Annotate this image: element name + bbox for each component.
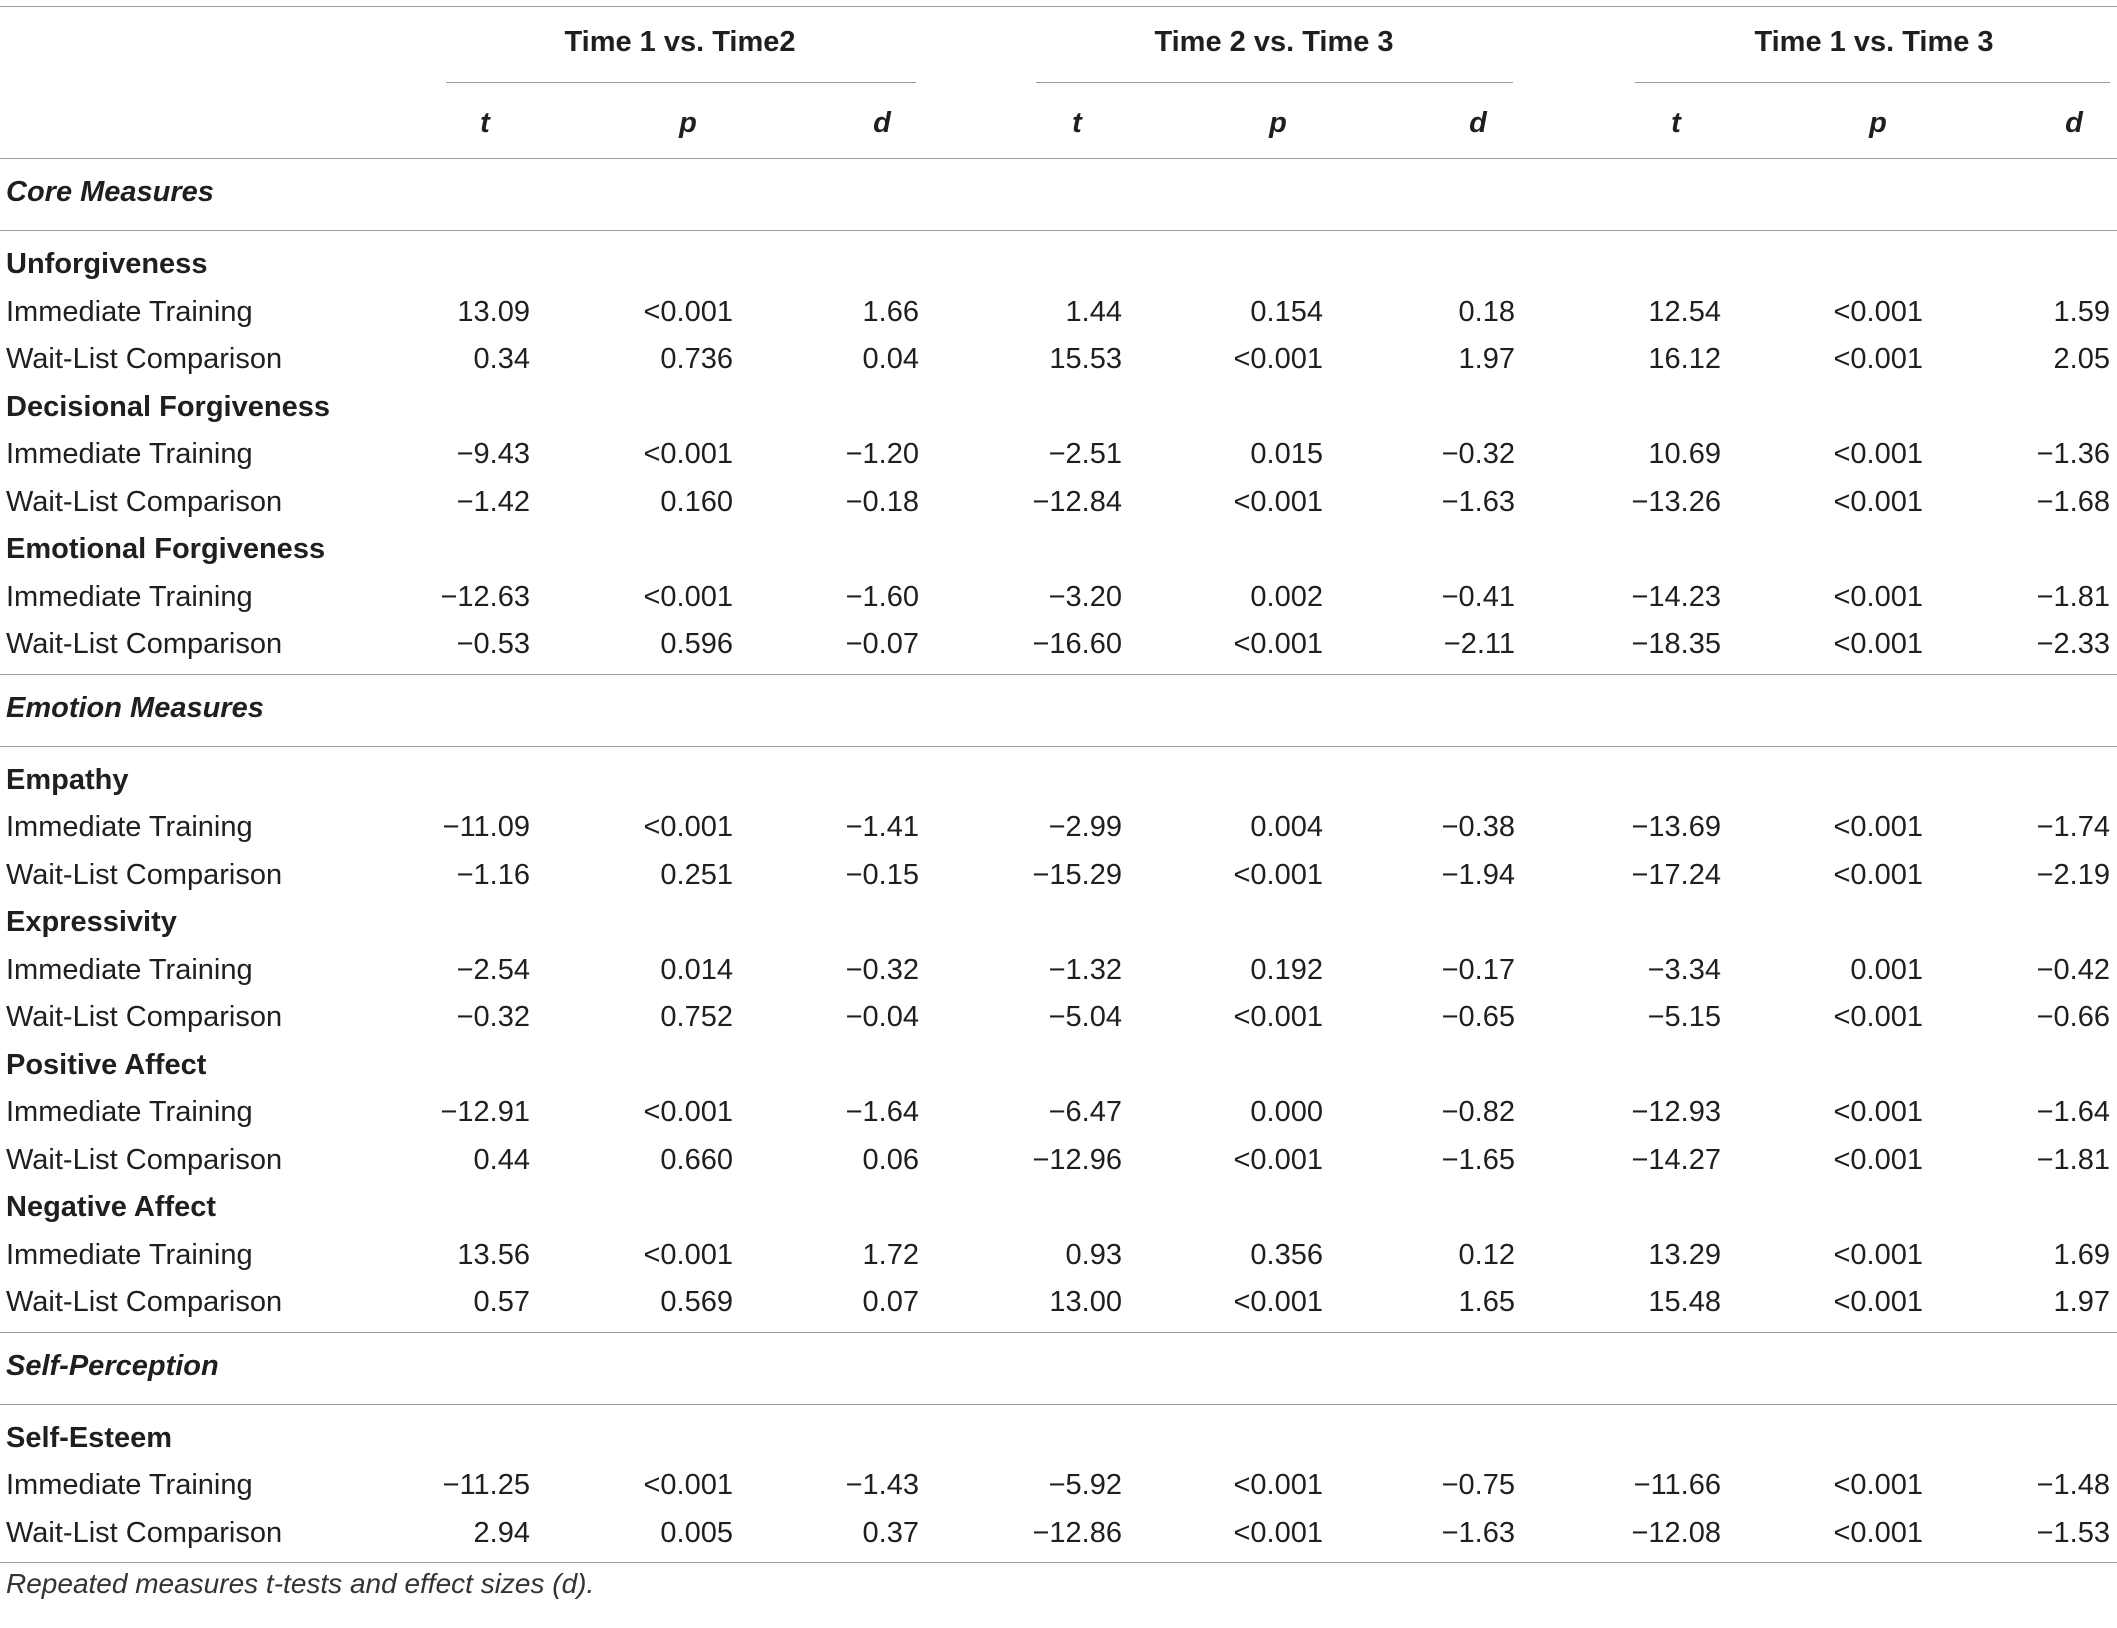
table-cell: −2.33 bbox=[2036, 628, 2110, 660]
table-cell: −0.66 bbox=[2036, 1001, 2110, 1033]
table-cell: 0.06 bbox=[862, 1143, 919, 1176]
table-cell: 0.736 bbox=[660, 343, 733, 375]
measure-name: Emotional Forgiveness bbox=[6, 533, 326, 565]
table-cell: −1.60 bbox=[845, 580, 919, 613]
table-cell: −0.04 bbox=[845, 1001, 919, 1033]
stat-header-d: d bbox=[1469, 107, 1487, 139]
row-label: Immediate Training bbox=[6, 953, 253, 986]
table-cell: <0.001 bbox=[1233, 1516, 1323, 1549]
table-cell: 15.53 bbox=[1049, 343, 1122, 375]
table-cell: −0.75 bbox=[1441, 1469, 1515, 1501]
table-cell: 0.569 bbox=[660, 1286, 733, 1318]
table-cell: −16.60 bbox=[1032, 628, 1122, 660]
table-cell: −1.16 bbox=[456, 858, 530, 891]
table-cell: 0.04 bbox=[862, 343, 919, 375]
table-cell: −0.38 bbox=[1441, 811, 1515, 843]
table-cell: −1.81 bbox=[2036, 1143, 2110, 1176]
table-cell: −1.81 bbox=[2036, 580, 2110, 613]
table-cell: −0.32 bbox=[845, 953, 919, 986]
table-cell: −1.42 bbox=[456, 485, 530, 518]
table-cell: −1.63 bbox=[1441, 485, 1515, 518]
table-cell: −11.09 bbox=[442, 811, 530, 843]
stat-header-p: p bbox=[1269, 107, 1287, 139]
measure-name: Negative Affect bbox=[6, 1191, 217, 1223]
table-cell: <0.001 bbox=[643, 1238, 733, 1271]
table-cell: −12.96 bbox=[1032, 1143, 1122, 1176]
table-cell: −2.11 bbox=[1443, 628, 1515, 660]
stat-header-p: p bbox=[679, 107, 697, 139]
table-cell: −0.41 bbox=[1441, 580, 1515, 613]
table-cell: <0.001 bbox=[1833, 1516, 1923, 1549]
table-cell: −0.07 bbox=[845, 628, 919, 660]
section-end-rule bbox=[0, 1332, 2117, 1333]
section-rule bbox=[0, 230, 2117, 231]
table-cell: −1.68 bbox=[2036, 485, 2110, 518]
table-cell: −5.15 bbox=[1647, 1001, 1721, 1033]
measure-name: Decisional Forgiveness bbox=[6, 390, 330, 423]
row-label: Wait-List Comparison bbox=[6, 628, 283, 660]
table-cell: −1.48 bbox=[2036, 1469, 2110, 1501]
table-cell: −12.93 bbox=[1631, 1096, 1721, 1128]
section-end-rule bbox=[0, 674, 2117, 675]
table-cell: 10.69 bbox=[1648, 438, 1721, 470]
table-cell: 13.00 bbox=[1049, 1286, 1122, 1318]
table-cell: <0.001 bbox=[643, 295, 733, 328]
table-cell: −1.64 bbox=[2036, 1096, 2110, 1128]
table-cell: 0.014 bbox=[660, 953, 733, 986]
table-cell: <0.001 bbox=[1233, 1469, 1323, 1501]
table-cell: −2.19 bbox=[2036, 858, 2110, 891]
table-cell: <0.001 bbox=[643, 811, 733, 843]
section-title: Emotion Measures bbox=[6, 691, 264, 724]
table-cell: −1.74 bbox=[2036, 811, 2110, 843]
table-cell: −0.42 bbox=[2036, 953, 2110, 986]
table-cell: <0.001 bbox=[1833, 295, 1923, 328]
measure-name: Self-Esteem bbox=[6, 1421, 173, 1454]
table-cell: −1.43 bbox=[845, 1469, 919, 1501]
row-label: Immediate Training bbox=[6, 1469, 253, 1501]
table-cell: <0.001 bbox=[1833, 858, 1923, 891]
column-group-header: Time 2 vs. Time 3 bbox=[1154, 26, 1394, 58]
table-cell: <0.001 bbox=[1833, 485, 1923, 518]
measure-name: Positive Affect bbox=[6, 1048, 207, 1081]
table-cell: 0.001 bbox=[1850, 953, 1923, 986]
table-cell: −1.63 bbox=[1441, 1516, 1515, 1549]
row-label: Immediate Training bbox=[6, 811, 253, 843]
table-cell: −13.26 bbox=[1631, 485, 1721, 518]
section-end-rule bbox=[0, 1562, 2117, 1563]
table-cell: −12.63 bbox=[440, 580, 530, 613]
table-cell: −18.35 bbox=[1631, 628, 1721, 660]
table-cell: −15.29 bbox=[1032, 858, 1122, 891]
table-cell: −11.25 bbox=[442, 1469, 530, 1501]
section-title: Core Measures bbox=[6, 176, 214, 208]
row-label: Wait-List Comparison bbox=[6, 343, 283, 375]
row-label: Wait-List Comparison bbox=[6, 485, 283, 518]
table-cell: <0.001 bbox=[1233, 343, 1323, 375]
table-cell: −2.99 bbox=[1048, 811, 1122, 843]
table-cell: <0.001 bbox=[1833, 1001, 1923, 1033]
table-cell: 0.07 bbox=[862, 1286, 919, 1318]
table-cell: 0.596 bbox=[660, 628, 733, 660]
table-cell: −0.65 bbox=[1441, 1001, 1515, 1033]
table-cell: −9.43 bbox=[456, 438, 530, 470]
table-cell: −12.91 bbox=[440, 1096, 530, 1128]
table-cell: −1.36 bbox=[2036, 438, 2110, 470]
table-cell: 0.12 bbox=[1458, 1238, 1515, 1271]
table-cell: −12.86 bbox=[1032, 1516, 1122, 1549]
table-cell: <0.001 bbox=[643, 1469, 733, 1501]
table-cell: 0.34 bbox=[473, 343, 530, 375]
table-cell: <0.001 bbox=[1833, 1469, 1923, 1501]
top-rule bbox=[0, 6, 2117, 7]
table-cell: −1.65 bbox=[1441, 1143, 1515, 1176]
table-cell: 13.29 bbox=[1648, 1238, 1721, 1271]
table-cell: <0.001 bbox=[643, 438, 733, 470]
table-cell: <0.001 bbox=[1833, 811, 1923, 843]
table-cell: −1.94 bbox=[1441, 858, 1515, 891]
table-cell: −2.51 bbox=[1048, 438, 1122, 470]
table-cell: 0.015 bbox=[1250, 438, 1323, 470]
column-group-header: Time 1 vs. Time2 bbox=[564, 26, 796, 58]
table-cell: −1.41 bbox=[845, 811, 919, 843]
table-cell: 0.752 bbox=[660, 1001, 733, 1033]
table-cell: 1.69 bbox=[2053, 1238, 2110, 1271]
table-cell: −17.24 bbox=[1631, 858, 1721, 891]
table-cell: 0.57 bbox=[473, 1286, 530, 1318]
table-cell: −1.53 bbox=[2036, 1516, 2110, 1549]
section-title: Self-Perception bbox=[6, 1349, 219, 1382]
header-rule bbox=[0, 158, 2117, 159]
column-group-underline bbox=[1036, 82, 1513, 83]
table-cell: 0.93 bbox=[1065, 1238, 1122, 1271]
column-group-underline bbox=[446, 82, 916, 83]
stat-header-t: t bbox=[1671, 107, 1681, 139]
table-cell: 0.356 bbox=[1250, 1238, 1323, 1271]
table-cell: 0.44 bbox=[473, 1143, 530, 1176]
row-label: Wait-List Comparison bbox=[6, 1001, 283, 1033]
table-cell: 0.160 bbox=[660, 485, 733, 518]
table-cell: 0.154 bbox=[1250, 295, 1323, 328]
table-cell: 15.48 bbox=[1648, 1286, 1721, 1318]
table-cell: 1.59 bbox=[2053, 295, 2110, 328]
table-cell: −6.47 bbox=[1048, 1096, 1122, 1128]
table-cell: −1.64 bbox=[845, 1096, 919, 1128]
table-cell: 13.56 bbox=[457, 1238, 530, 1271]
table-cell: −0.82 bbox=[1441, 1096, 1515, 1128]
table-cell: −11.66 bbox=[1633, 1469, 1721, 1501]
table-cell: 1.65 bbox=[1458, 1286, 1515, 1318]
table-cell: <0.001 bbox=[1833, 628, 1923, 660]
table-cell: <0.001 bbox=[1833, 580, 1923, 613]
table-cell: −1.32 bbox=[1048, 953, 1122, 986]
table-footnote: Repeated measures t-tests and effect sizes (d). bbox=[6, 1568, 595, 1599]
table-cell: −2.54 bbox=[456, 953, 530, 986]
stat-header-p: p bbox=[1869, 107, 1887, 139]
stat-header-d: d bbox=[2065, 107, 2083, 139]
row-label: Wait-List Comparison bbox=[6, 1516, 283, 1549]
table-cell: 1.44 bbox=[1065, 295, 1122, 328]
table-cell: −5.92 bbox=[1048, 1469, 1122, 1501]
table-cell: 13.09 bbox=[457, 295, 530, 328]
table-cell: <0.001 bbox=[1833, 1238, 1923, 1271]
table-cell: 2.05 bbox=[2053, 343, 2110, 375]
section-rule bbox=[0, 746, 2117, 747]
table-cell: <0.001 bbox=[1233, 858, 1323, 891]
table-cell: −5.04 bbox=[1048, 1001, 1122, 1033]
stat-header-t: t bbox=[1072, 107, 1082, 139]
table-cell: −0.53 bbox=[456, 628, 530, 660]
table-cell: 12.54 bbox=[1648, 295, 1721, 328]
table-cell: <0.001 bbox=[1233, 485, 1323, 518]
table-cell: −14.23 bbox=[1631, 580, 1721, 613]
table-cell: −12.08 bbox=[1631, 1516, 1721, 1549]
table-cell: −0.32 bbox=[1441, 438, 1515, 470]
table-cell: 1.97 bbox=[1458, 343, 1515, 375]
table-cell: 0.002 bbox=[1250, 580, 1323, 613]
table-cell: <0.001 bbox=[1233, 1143, 1323, 1176]
table-cell: −3.20 bbox=[1048, 580, 1122, 613]
row-label: Immediate Training bbox=[6, 580, 253, 613]
table-cell: 0.192 bbox=[1250, 953, 1323, 986]
table-cell: 0.005 bbox=[660, 1516, 733, 1549]
measure-name: Empathy bbox=[6, 763, 129, 796]
table-cell: <0.001 bbox=[643, 1096, 733, 1128]
row-label: Immediate Training bbox=[6, 1238, 253, 1271]
table-cell: 0.000 bbox=[1250, 1096, 1323, 1128]
table-cell: <0.001 bbox=[1233, 1286, 1323, 1318]
table-cell: −0.15 bbox=[845, 858, 919, 891]
row-label: Wait-List Comparison bbox=[6, 858, 283, 891]
table-cell: 16.12 bbox=[1648, 343, 1721, 375]
column-group-underline bbox=[1635, 82, 2110, 83]
column-group-header: Time 1 vs. Time 3 bbox=[1754, 26, 1994, 58]
table-cell: −0.18 bbox=[845, 485, 919, 518]
table-cell: 1.72 bbox=[862, 1238, 919, 1271]
table-cell: 0.251 bbox=[660, 858, 733, 891]
table-cell: <0.001 bbox=[1833, 438, 1923, 470]
section-rule bbox=[0, 1404, 2117, 1405]
measure-name: Unforgiveness bbox=[6, 248, 208, 280]
row-label: Wait-List Comparison bbox=[6, 1143, 283, 1176]
table-cell: <0.001 bbox=[1833, 343, 1923, 375]
table-cell: −13.69 bbox=[1631, 811, 1721, 843]
table-cell: <0.001 bbox=[643, 580, 733, 613]
row-label: Immediate Training bbox=[6, 1096, 253, 1128]
table-cell: <0.001 bbox=[1233, 628, 1323, 660]
table-cell: 0.37 bbox=[862, 1516, 919, 1549]
table-cell: <0.001 bbox=[1833, 1096, 1923, 1128]
table-cell: <0.001 bbox=[1233, 1001, 1323, 1033]
table-cell: <0.001 bbox=[1833, 1143, 1923, 1176]
row-label: Wait-List Comparison bbox=[6, 1286, 283, 1318]
table-cell: <0.001 bbox=[1833, 1286, 1923, 1318]
table-cell: −0.17 bbox=[1441, 953, 1515, 986]
row-label: Immediate Training bbox=[6, 295, 253, 328]
stat-header-d: d bbox=[873, 107, 891, 139]
table-cell: −0.32 bbox=[456, 1001, 530, 1033]
table-cell: −12.84 bbox=[1032, 485, 1122, 518]
row-label: Immediate Training bbox=[6, 438, 253, 470]
table-cell: −14.27 bbox=[1631, 1143, 1721, 1176]
table-cell: 1.97 bbox=[2053, 1286, 2110, 1318]
table-cell: 0.660 bbox=[660, 1143, 733, 1176]
stat-header-t: t bbox=[480, 107, 490, 139]
table-cell: 1.66 bbox=[862, 295, 919, 328]
table-cell: 2.94 bbox=[473, 1516, 530, 1549]
table-cell: −3.34 bbox=[1647, 953, 1721, 986]
measure-name: Expressivity bbox=[6, 906, 177, 938]
table-cell: −1.20 bbox=[845, 438, 919, 470]
table-cell: 0.18 bbox=[1458, 295, 1515, 328]
table-cell: 0.004 bbox=[1250, 811, 1323, 843]
